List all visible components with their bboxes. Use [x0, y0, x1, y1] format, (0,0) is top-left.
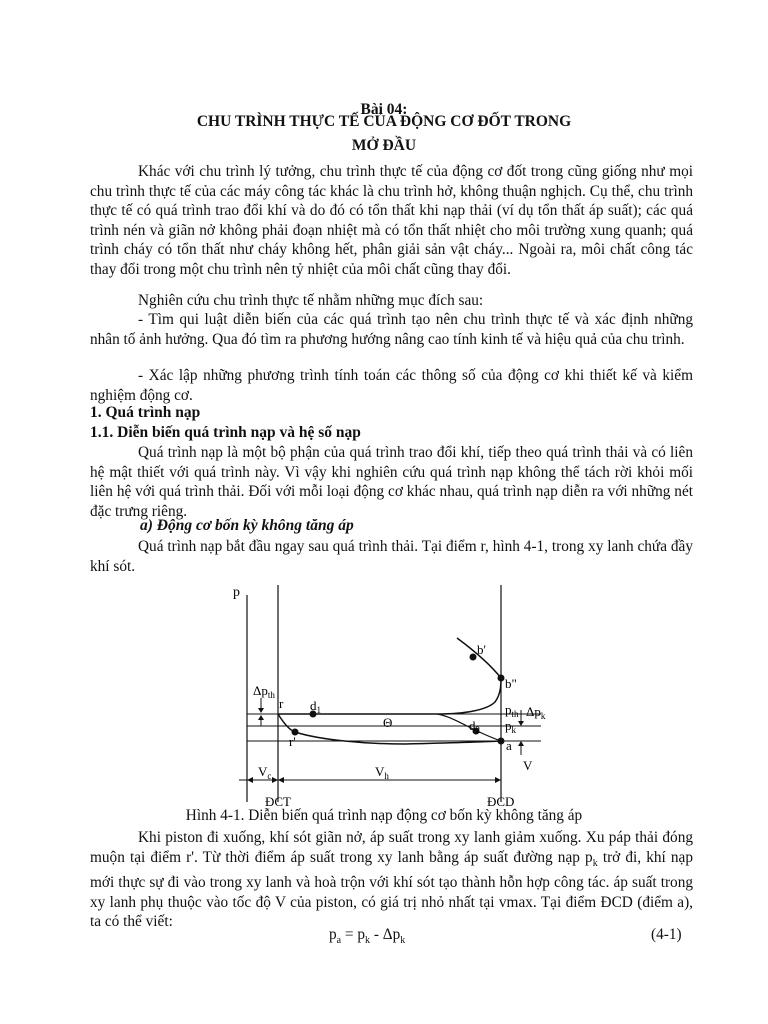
intro-paragraph-4: - Xác lập những phương trình tính toán các thông số của động cơ khi thiết kế và kiểm nghiệm động cơ.	[90, 367, 693, 404]
intro-paragraph-3: - Tìm qui luật diễn biến của các quá trình tạo nên chu trình thực tế và xác định những nhân tố ảnh hưởng. Qua đó tìm ra phương hướng nâng cao tính kinh tế và hiệu quả của chu trình.	[90, 311, 693, 348]
equation-number: (4-1)	[651, 926, 682, 943]
point-b-double-prime	[498, 675, 505, 682]
dpk-arrowhead-bottom	[518, 741, 524, 746]
subsection-paragraph-2	[90, 828, 693, 932]
point-b-prime	[470, 654, 477, 661]
paragraph-text-1: Khi piston đi xuống, khí sót giãn nở, áp suất trong xy lanh giảm xuống. Xu páp thải đóng muộn tại điểm r'. Từ thời điểm áp suất trong xy lanh bằng áp suất đường nạp p	[90, 829, 693, 866]
label-pk: $p_k$	[505, 718, 516, 735]
page-title	[0, 113, 768, 131]
label-theta: Θ	[383, 715, 393, 730]
eq-mid: = p	[341, 926, 366, 943]
page-title-text: CHU TRÌNH THỰC TẾ CỦA ĐỘNG CƠ ĐỐT TRONG	[196, 113, 572, 130]
label-b-prime: b'	[477, 642, 486, 657]
figure-4-1-diagram	[225, 580, 565, 815]
eq-p-sub: a	[336, 935, 342, 947]
intro-paragraph-2: Nghiên cứu chu trình thực tế nhằm những mục đích sau:	[138, 292, 484, 309]
dpth-arrowhead-bottom	[258, 715, 264, 720]
label-vc: $V_c$	[258, 764, 272, 781]
subsection-paragraph-1: Quá trình nạp bắt đầu ngay sau quá trình thải. Tại điểm r, hình 4-1, trong xy lanh chứa đầy khí sót.	[90, 538, 693, 575]
label-v: V	[523, 758, 533, 773]
section-heading-1: 1. Quá trình nạp	[90, 404, 201, 421]
dpth-arrowhead-top	[258, 708, 264, 713]
vc-arrow-left	[247, 777, 253, 783]
dpk-arrowhead-top	[518, 721, 524, 726]
intro-paragraph-1: Khác với chu trình lý tưởng, chu trình thực tế của động cơ đốt trong cũng giống như mọi chu trình thực tế của các máy công tác khác là chu trình hở, không thuận nghịch. Cụ thể, chu trình thực tế có quá trình trao đổi khí và do đó có tổn thất khi nạp thải (ví dụ tổn thất áp suất); các quá trình nén và giãn nở không phải đoạn nhiệt mà có tổn thất nhiệt cho môi trường xung quanh; quá trình cháy có tổn thất như cháy không hết, phân giải sản vật cháy... Ngoài ra, môi chất công tác thay đổi trong một chu trình nên tỷ nhiệt của môi chất cũng thay đổi.	[90, 163, 693, 278]
label-p: p	[233, 585, 240, 600]
label-dct: ĐCT	[265, 794, 291, 809]
figure-caption: Hình 4-1. Diễn biến quá trình nạp động cơ bốn kỳ không tăng áp	[185, 807, 583, 824]
vh-arrow-left	[278, 777, 284, 783]
vc-arrow-right	[272, 777, 278, 783]
label-vh: $V_h$	[375, 764, 389, 781]
eq-pk-sub: k	[365, 935, 371, 947]
equation-4-1	[329, 926, 405, 946]
subsection-heading-a: a) Động cơ bốn kỳ không tăng áp	[140, 517, 354, 534]
label-dpk: $\Delta p_k$	[526, 704, 546, 721]
paragraph-text-2: trở đi, khí nạp mới thực sự đi vào trong xy lanh và hoà trộn với khí sót tạo thành hỗn hợp công tác. áp suất trong xy lanh phụ thuộc vào tốc độ V của piston, có giá trị nhỏ nhất tại vmax. Tại điểm ĐCD (điểm a), ta có thể viết:	[90, 848, 693, 931]
label-d1: $d_1$	[310, 698, 321, 715]
eq-end: - Δp	[370, 926, 401, 943]
paragraph-subscript: k	[592, 857, 598, 869]
label-a: a	[506, 738, 512, 753]
intro-heading: MỞ ĐẦU	[351, 137, 417, 154]
label-r-prime: r'	[289, 734, 296, 749]
section-heading-1-1: 1.1. Diễn biến quá trình nạp và hệ số nạp	[90, 424, 361, 441]
label-d2: $d_2$	[469, 718, 480, 735]
lesson-number: Bài 04:	[360, 101, 408, 118]
eq-dpk-sub: k	[400, 935, 406, 947]
eq-p: p	[329, 926, 337, 943]
label-dcd: ĐCD	[487, 794, 515, 809]
label-dpth: $\Delta p_{th}$	[253, 683, 275, 700]
vh-arrow-right	[495, 777, 501, 783]
label-r: r	[279, 696, 284, 711]
point-a	[498, 738, 505, 745]
label-pth: $p_{th}$	[505, 702, 519, 719]
section-paragraph-1: Quá trình nạp là một bộ phận của quá trình trao đổi khí, tiếp theo quá trình thải và có liên hệ mật thiết với quá trình này. Vì vậy khi nghiên cứu quá trình nạp không thể tách rời khỏi mối liên hệ với quá trình thải. Đối với mỗi loại động cơ khác nhau, quá trình nạp diễn ra với những nét đặc trưng riêng.	[90, 444, 693, 520]
label-b-double-prime: b"	[505, 676, 517, 691]
